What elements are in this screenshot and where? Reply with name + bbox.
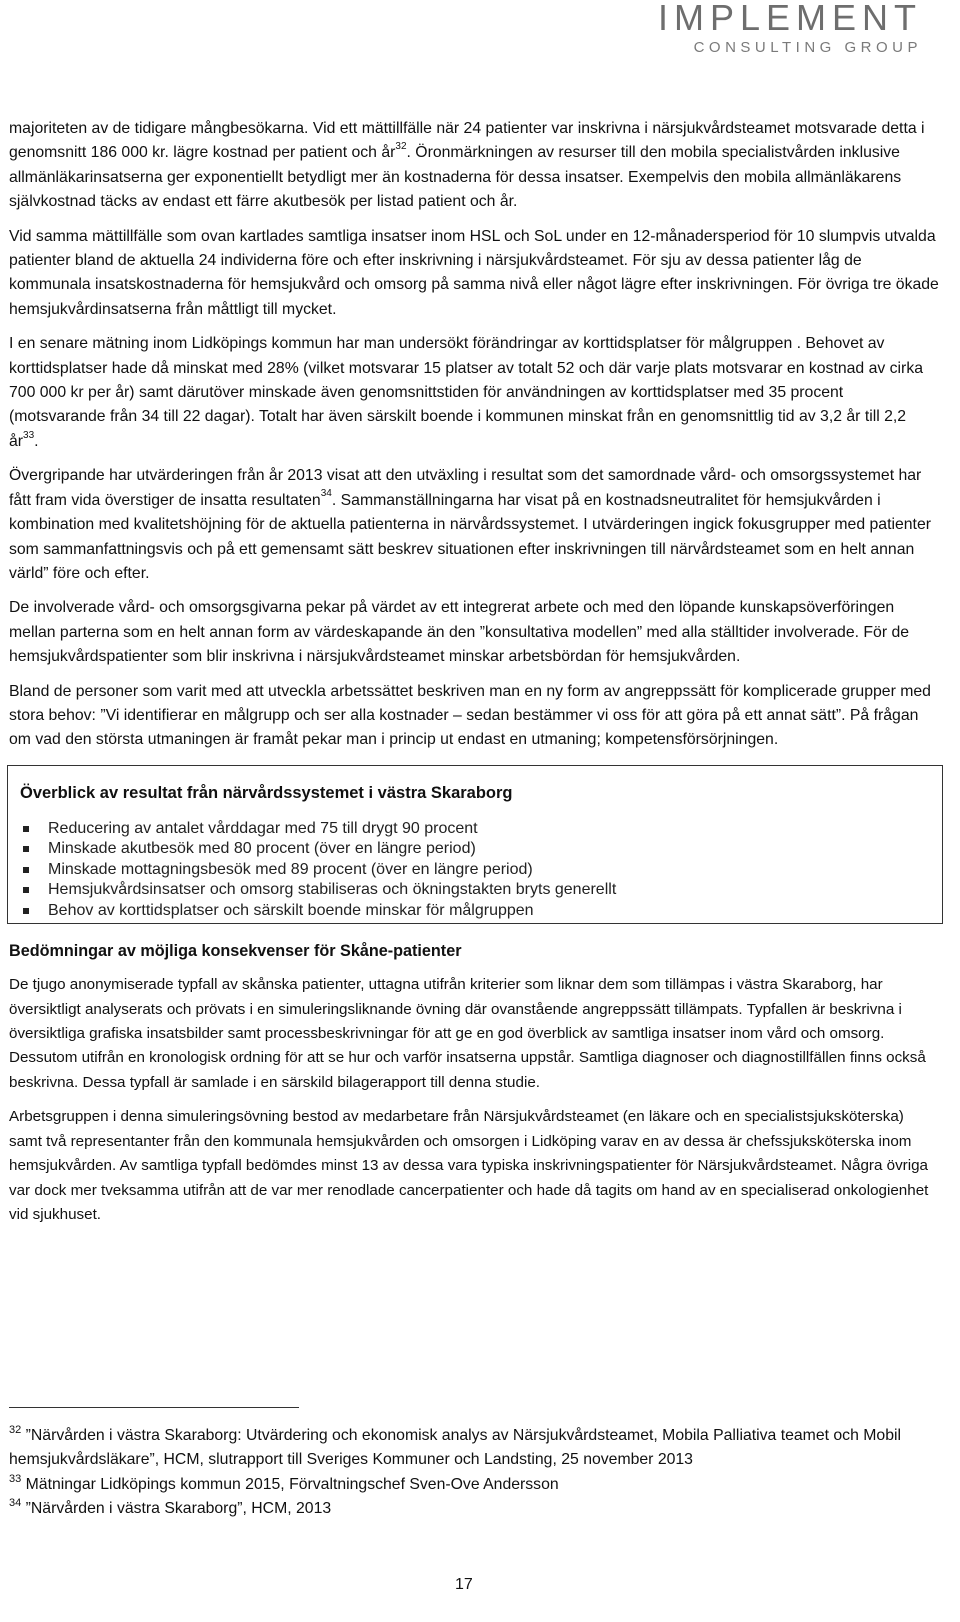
section-paragraph-1: De tjugo anonymiserade typfall av skånska patienter, uttagna utifrån kriterier som liknar dem som tillämpas i västra Skaraborg, har översiktligt analyserats och prövats i en simuleringsliknande övning där ovanstående angreppssätt tillämpats. Typfallen är beskrivna i översiktliga grafiska insatsbilder samt processbeskrivningar för att ge en god överblick av samtliga insatser inom vård och omsorg. Dessutom utifrån en kronologisk ordning för att se hur och varför insatserna uppstår. Samtliga diagnoser och diagnostillfällen finns också beskrivna. Dessa typfall är samlade i en särskild bilagerapport till denna studie.	[9, 976, 926, 1091]
company-logo	[658, 0, 922, 56]
list-item	[20, 860, 930, 881]
footnote-divider	[9, 1407, 299, 1408]
footnote-ref-33: 33	[23, 429, 35, 441]
paragraph-1	[9, 117, 939, 215]
paragraph-3-text-b: .	[34, 432, 39, 450]
list-item	[20, 901, 930, 922]
list-item-text: Behov av korttidsplatser och särskilt boende minskar för målgruppen	[48, 901, 534, 919]
section-paragraph-2: Arbetsgruppen i denna simuleringsövning bestod av medarbetare från Närsjukvårdsteamet (en läkare och en specialistsjuksköterska) samt två representanter från den kommunala hemsjukvården och omsorgen i Lidköping varav en av dessa är chefssjuksköterska inom hemsjukvården. Av samtliga typfall bedömdes minst 13 av dessa vara typiska inskrivningspatienter för Närsjukvårdsteamet. Några övriga var dock mer tveksamma utifrån att de var mer renodlade cancerpatienter och hade då tagits om hand av en specialiserad onkologienhet vid sjukhuset.	[9, 1108, 929, 1223]
section-heading: Bedömningar av möjliga konsekvenser för Skåne-patienter	[9, 942, 462, 961]
list-item	[20, 839, 930, 860]
results-summary-box	[7, 765, 943, 925]
square-bullet-icon	[23, 846, 29, 852]
paragraph-6: Bland de personer som varit med att utveckla arbetssättet beskriven man en ny form av angreppssätt för komplicerade grupper med stora behov: ”Vi identifierar en målgrupp och ser alla kostnader – sedan bestämmer vi oss för att göra på ett annat sätt”. På frågan om vad den största utmaningen är framåt pekar man i princip ut endast en utmaning; kompetensförsörjningen.	[9, 682, 931, 749]
paragraph-3-text-a: I en senare mätning inom Lidköpings kommun har man undersökt förändringar av korttidsplatser för målgruppen . Behovet av korttidsplatser hade då minskat med 28% (vilket motsvarar 15 platser av totalt 52 och där varje plats motsvarar en kostnad av cirka 700 000 kr per år) samt därutöver minskade även genomsnittstiden för användningen av korttidsplatser med 35 procent (motsvarande från 34 till 22 dagar). Totalt har även särskilt boende i kommunen minskat från en genomsnittlig tid av 3,2 år till 2,2 år	[9, 335, 924, 450]
footnote-number: 33	[9, 1472, 22, 1485]
footnote-text: ”Närvården i västra Skaraborg: Utvärdering och ekonomisk analys av Närsjukvårdsteamet, Mobila Palliativa teamet och Mobil hemsjukvårdsläkare”, HCM, slutrapport till Sveriges Kommuner och Landsting, 25 november 2013	[9, 1427, 901, 1469]
list-item-text: Minskade mottagningsbesök med 89 procent (över en längre period)	[48, 860, 533, 878]
footnotes	[9, 1424, 929, 1522]
paragraph-1-text-b: . Öronmärkningen av resurser till den mobila specialistvården inklusive allmänläkarinsatserna ger exponentiellt betydligt mer än kostnaderna för dessa insatser. Exempelvis den mobila allmänläkarens självkostnad täcks av endast ett färre akutbesök per listad patient och år.	[9, 144, 902, 211]
footnote-text: ”Närvården i västra Skaraborg”, HCM, 2013	[21, 1500, 332, 1518]
list-item	[20, 819, 930, 840]
paragraph-5: De involverade vård- och omsorgsgivarna pekar på värdet av ett integrerat arbete och med den löpande kunskapsöverföringen mellan parterna som en helt annan form av värdeskapande än den ”konsultativa modellen” med alla ställtider involverade. För de hemsjukvårdspatienter som blir inskrivna i närsjukvårdsteamet minskar arbetsbördan för hemsjukvården.	[9, 599, 910, 666]
square-bullet-icon	[23, 867, 29, 873]
logo-sub-text: CONSULTING GROUP	[693, 39, 922, 56]
paragraph-4	[9, 464, 939, 586]
document-body	[9, 117, 939, 1237]
paragraph-4-text-b: . Sammanställningarna har visat på en kostnadsneutralitet för hemsjukvården i kombination med kvalitetshöjning för de aktuella patienterna in närvårdssystemet. I utvärderingen ingick fokusgrupper med patienter som sammanfattningsvis och på ett gemensamt sätt beskrev situationen efter inskrivningen till närvårdsteamet som en helt annan värld” före och efter.	[9, 491, 931, 582]
footnote-ref-32: 32	[395, 141, 407, 153]
square-bullet-icon	[23, 826, 29, 832]
footnote-text: Mätningar Lidköpings kommun 2015, Förvaltningschef Sven-Ove Andersson	[21, 1475, 559, 1493]
paragraph-2: Vid samma mättillfälle som ovan kartlades samtliga insatser inom HSL och SoL under en 12-månadersperiod för 10 slumpvis utvalda patienter bland de aktuella 24 individerna före och efter inskrivning i närsjukvårdsteamet. För sju av dessa patienter låg de kommunala insatskostnaderna för hemsjukvård och omsorg på samma nivå eller något lägre efter inskrivningen. För övriga tre ökade hemsjukvårdinsatserna från måttligt till mycket.	[9, 227, 939, 318]
footnote-number: 34	[9, 1496, 22, 1509]
footnote-33	[9, 1473, 929, 1497]
footnote-ref-34: 34	[320, 488, 332, 500]
footnote-34	[9, 1497, 929, 1521]
square-bullet-icon	[23, 908, 29, 914]
results-box-title: Överblick av resultat från närvårdssystemet i västra Skaraborg	[20, 783, 513, 802]
page-number: 17	[455, 1576, 473, 1593]
footnote-number: 32	[9, 1423, 22, 1436]
logo-main-text: IMPLEMENT	[657, 0, 922, 38]
square-bullet-icon	[23, 887, 29, 893]
list-item-text: Hemsjukvårdsinsatser och omsorg stabiliseras och ökningstakten bryts generellt	[48, 881, 617, 899]
list-item	[20, 880, 930, 901]
footnote-32	[9, 1424, 929, 1473]
paragraph-3	[9, 332, 939, 454]
list-item-text: Minskade akutbesök med 80 procent (över en längre period)	[48, 840, 476, 858]
paragraph-4-text-a: Övergripande har utvärderingen från år 2013 visat att den utväxling i resultat som det samordnade vård- och omsorgssystemet har fått fram vida överstiger de insatta resultaten	[9, 467, 922, 509]
paragraph-1-text-a: majoriteten av de tidigare mångbesökarna. Vid ett mättillfälle när 24 patienter var inskrivna i närsjukvårdsteamet motsvarade detta i genomsnitt 186 000 kr. lägre kostnad per patient och år	[9, 120, 925, 162]
list-item-text: Reducering av antalet vårddagar med 75 till drygt 90 procent	[48, 819, 478, 837]
results-list	[20, 819, 930, 922]
